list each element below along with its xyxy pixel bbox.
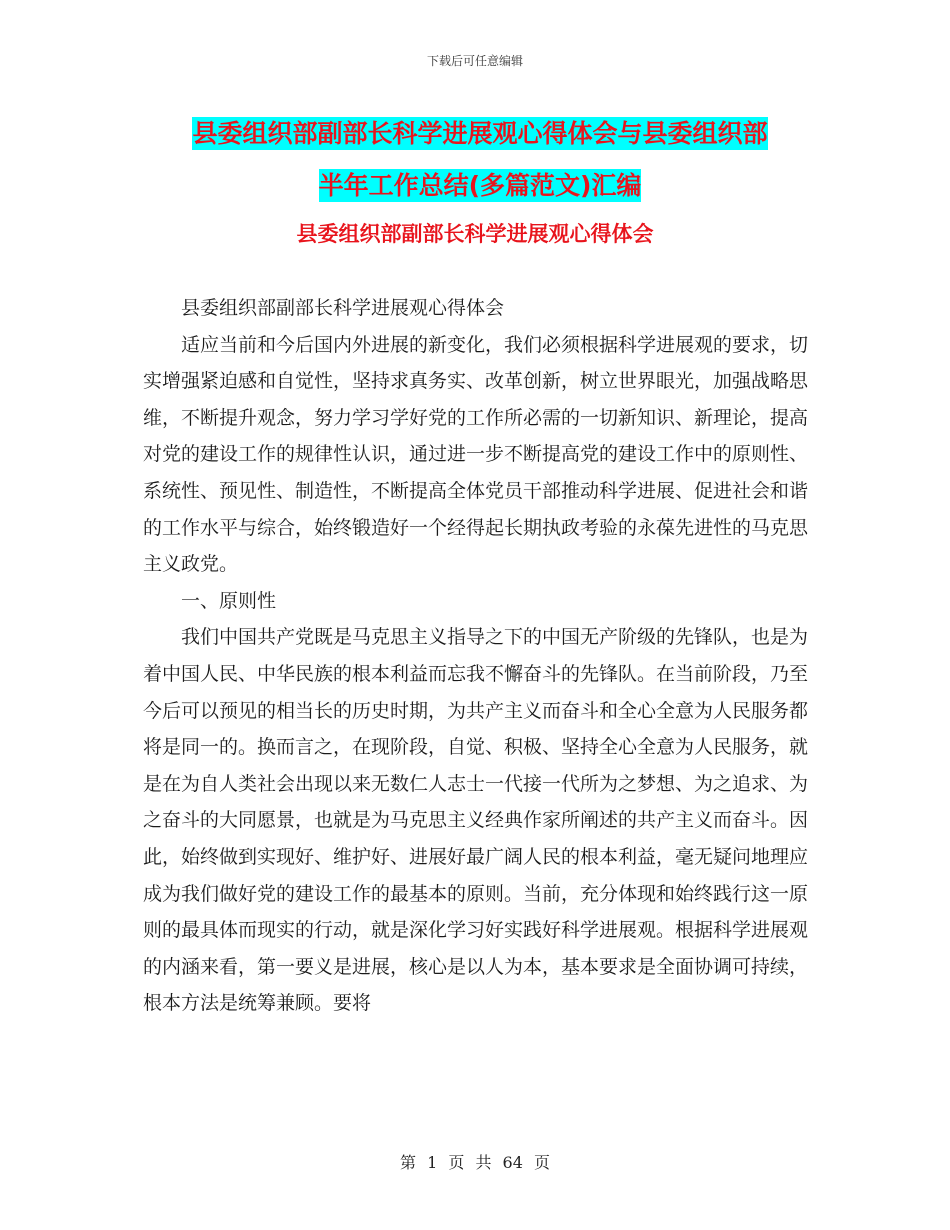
body-text	[143, 290, 808, 1022]
header-note: 下载后可任意编辑	[426, 54, 523, 68]
paragraph: 适应当前和今后国内外进展的新变化，我们必须根据科学进展观的要求，切实增强紧迫感和自觉性，坚持求真务实、改革创新，树立世界眼光，加强战略思维，不断提升观念，努力学习学好党的工作所必需的一切新知识、新理论，提高对党的建设工作的规律性认识，通过进一步不断提高党的建设工作中的原则性、系统性、预见性、制造性，不断提高全体党员干部推动科学进展、促进社会和谐的工作水平与综合，始终锻造好一个经得起长期执政考验的永葆先进性的马克思主义政党。	[143, 333, 809, 576]
paragraph: 我们中国共产党既是马克思主义指导之下的中国无产阶级的先锋队，也是为着中国人民、中华民族的根本利益而忘我不懈奋斗的先锋队。在当前阶段，乃至今后可以预见的相当长的历史时期，为共产主义而奋斗和全心全意为人民服务都将是同一的。换而言之，在现阶段，自觉、积极、坚持全心全意为人民服务，就是在为自人类社会出现以来无数仁人志士一代接一代所为之梦想、为之追求、为之奋斗的大同愿景，也就是为马克思主义经典作家所阐述的共产主义而奋斗。因此，始终做到实现好、维护好、进展好最广阔人民的根本利益，毫无疑问地理应成为我们做好党的建设工作的最基本的原则。当前，充分体现和始终践行这一原则的最具体而现实的行动，就是深化学习好实践好科学进展观。根据科学进展观的内涵来看，第一要义是进展，核心是以人为本，基本要求是全面协调可持续，根本方法是统筹兼顾。要将	[143, 626, 809, 1015]
paragraph: 一、原则性	[181, 589, 277, 612]
title-line-2: 半年工作总结(多篇范文)汇编	[318, 171, 642, 200]
title-line-1: 县委组织部副部长科学进展观心得体会与县委组织部	[192, 119, 768, 148]
paragraph: 县委组织部副部长科学进展观心得体会	[181, 297, 505, 319]
section-title: 县委组织部副部长科学进展观心得体会	[296, 222, 654, 246]
document-title	[140, 108, 820, 212]
page-footer: 第 1 页 共 64 页	[400, 1153, 550, 1172]
